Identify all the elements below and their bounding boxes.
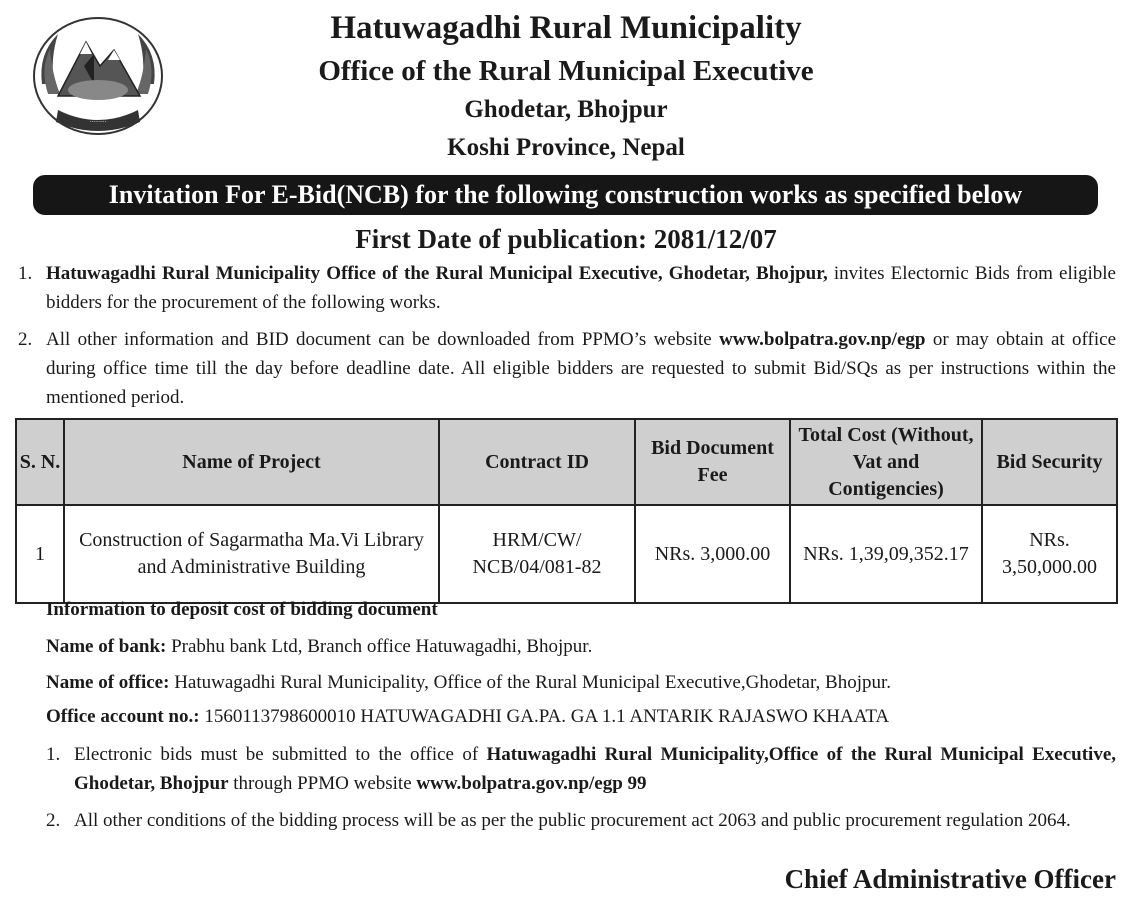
svg-text:·········: ········· [89,119,107,126]
signature-title: Chief Administrative Officer [784,864,1116,894]
intro-item-2-text: All other information and BID document can be downloaded from PPMO’s website [46,329,720,350]
invitation-banner: Invitation For E-Bid(NCB) for the following construction works as specified below [33,175,1098,215]
condition-1 [74,740,1116,798]
header-bid-fee: Bid Document Fee [635,419,790,505]
office-title: Office of the Rural Municipal Executive [318,55,814,87]
condition-1-bold: Hatuwagadhi Rural Municipality,Office of the Rural Municipal Executive, Ghodetar, Bhojpur [74,744,1116,794]
ppmo-website-link[interactable]: www.bolpatra.gov.np/egp 99 [416,773,647,794]
bank-value: Prabhu bank Ltd, Branch office Hatuwagadhi, Bhojpur. [166,636,593,657]
condition-number: 1. [46,744,61,765]
intro-item-number: 2. [18,329,33,350]
office-value: Hatuwagadhi Rural Municipality, Office of the Rural Municipal Executive,Ghodetar, Bhojpur. [169,672,892,693]
cell-project: Construction of Sagarmatha Ma.Vi Library and Administrative Building [64,505,439,603]
header-total-cost: Total Cost (Without, Vat and Contigencies) [790,419,982,505]
office-label: Name of office: [46,672,170,693]
office-location: Ghodetar, Bhojpur [464,96,668,123]
header-project: Name of Project [64,419,439,505]
account-label: Office account no.: [46,706,200,727]
condition-number: 2. [46,810,61,831]
bank-info [46,636,592,658]
intro-item-2 [46,325,1116,412]
account-value: 1560113798600010 HATUWAGADHI GA.PA. GA 1.1 ANTARIK RAJASWO KHAATA [199,706,890,727]
header-sn: S. N. [16,419,64,505]
cell-bid-security: NRs. 3,50,000.00 [982,505,1117,603]
intro-item-2-text: or may obtain at office during office time till the day before deadline date. All eligible bidders are requested to submit Bid/SQs as per instructions within the mentioned period. [46,329,1116,408]
ppmo-website-link[interactable]: www.bolpatra.gov.np/egp [719,329,926,350]
cell-contract-id: HRM/CW/ NCB/04/081-82 [439,505,635,603]
intro-item-1 [46,259,1116,317]
header-bid-security: Bid Security [982,419,1117,505]
office-info [46,672,891,694]
publication-date: First Date of publication: 2081/12/07 [355,224,777,254]
intro-item-1-bold: Hatuwagadhi Rural Municipality Office of the Rural Municipal Executive, Ghodetar, Bhojpur, [46,263,828,284]
condition-1-text: Electronic bids must be submitted to the office of [74,744,487,765]
intro-item-number: 1. [18,263,33,284]
deposit-heading: Information to deposit cost of bidding document [46,599,438,620]
cell-bid-fee: NRs. 3,000.00 [635,505,790,603]
table-row [16,505,1117,603]
condition-1-text: through PPMO website [228,773,417,794]
municipality-title: Hatuwagadhi Rural Municipality [330,10,802,46]
cell-total-cost: NRs. 1,39,09,352.17 [790,505,982,603]
office-province: Koshi Province, Nepal [447,134,685,161]
bank-label: Name of bank: [46,636,167,657]
account-info [46,706,889,728]
header-contract-id: Contract ID [439,419,635,505]
bid-table [15,418,1118,604]
cell-sn: 1 [16,505,64,603]
condition-2: All other conditions of the bidding process will be as per the public procurement act 2063 and public procurement regulation 2064. [74,810,1071,831]
intro-item-1-text: invites Electornic Bids from eligible bidders for the procurement of the following works. [46,263,1116,313]
table-header-row [16,419,1117,505]
